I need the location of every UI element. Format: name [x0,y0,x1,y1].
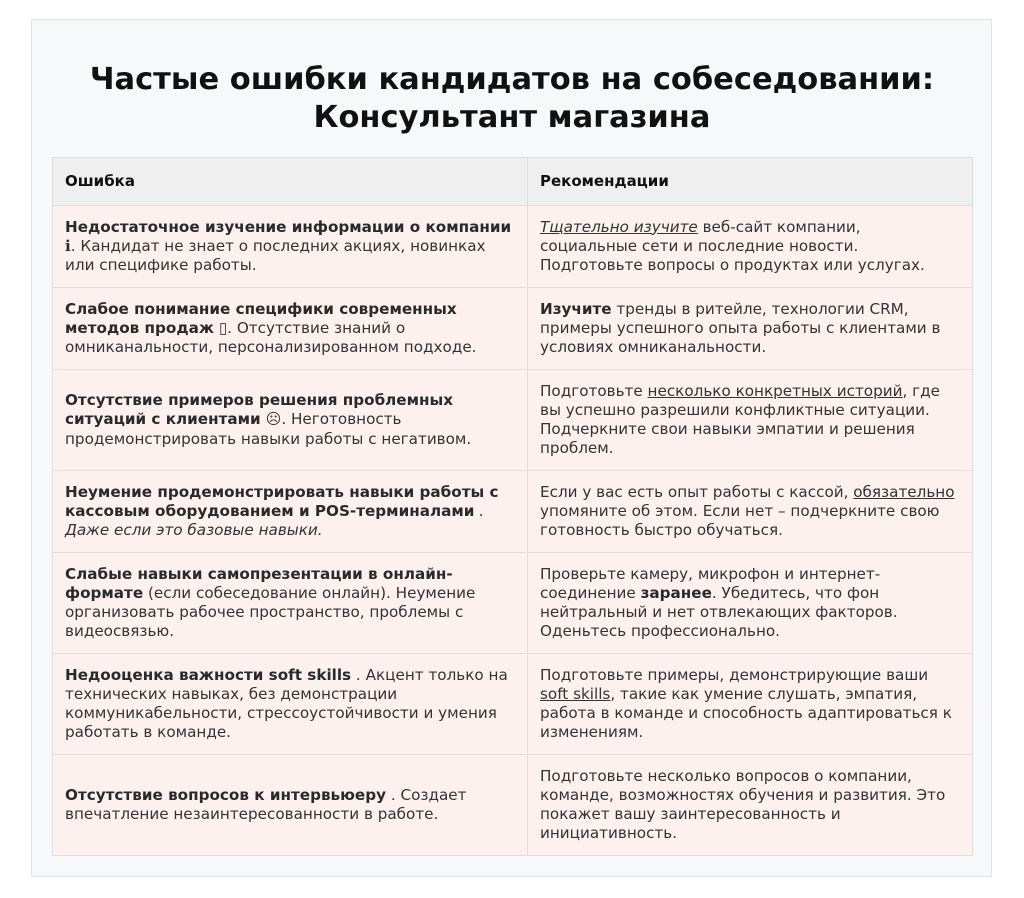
page-title-line-1: Частые ошибки кандидатов на собеседовании: [89,62,935,97]
mistake-cell [53,370,528,471]
recommendation-cell [528,471,973,553]
table-header-row [53,158,973,206]
recommendation-prefix: Подготовьте примеры, демонстрирующие ваши [540,665,929,684]
recommendation-text: , где вы успешно разрешили конфликтные ситуации. Подчеркните свои навыки эмпатии и решения проблем. [540,381,940,458]
recommendation-cell [528,288,973,370]
recommendation-text: веб-сайт компании, социальные сети и последние новости. Подготовьте вопросы о продуктах или услугах. [540,217,925,275]
mistake-description: . Кандидат не знает о последних акциях, новинках или специфике работы. [65,236,486,275]
recommendation-emphasis: заранее [640,583,712,602]
mistake-cell [53,288,528,370]
missing-glyph-icon: ▯ [218,318,228,337]
mistake-description: (если собеседование онлайн). Неумение организовать рабочее пространство, проблемы с видеосвязью. [65,583,476,641]
recommendation-prefix: Проверьте камеру, микрофон и интернет-соединение [540,564,881,602]
table-row [53,471,973,553]
mistake-cell [53,471,528,553]
table-row [53,206,973,288]
recommendation-emphasis: Изучите [540,299,612,318]
page-title-line-2: Консультант магазина [313,100,711,135]
mistake-description: . Отсутствие знаний о омниканальности, персонализированном подходе. [65,318,477,357]
header-mistake: Ошибка [53,158,528,206]
mistake-title: Отсутствие вопросов к интервьюеру [65,785,386,804]
mistake-cell [53,654,528,755]
mistake-description: . Создает впечатление незаинтересованности в работе. [65,785,467,823]
recommendation-underlined: несколько конкретных историй [647,381,903,400]
recommendation-text: тренды в ритейле, технологии CRM, примеры успешного опыта работы с клиентами в условиях омниканальности. [540,299,941,357]
frown-icon: ☹ [265,410,282,429]
table-row [53,654,973,755]
mistake-title: Недооценка важности soft skills [65,665,352,684]
mistakes-table [52,157,973,856]
mistake-title: Неумение продемонстрировать навыки работы с кассовым оборудованием и POS-терминалами [65,482,499,520]
table-row [53,288,973,370]
mistake-description: . Акцент только на технических навыках, без демонстрации коммуникабельности, стрессоустойчивости и умения работать в команде. [65,665,508,742]
recommendation-cell [528,654,973,755]
page-title [0,61,1024,137]
mistake-description: . Неготовность продемонстрировать навыки работы с негативом. [65,410,472,448]
mistake-title: Отсутствие примеров решения проблемных ситуаций с клиентами [65,391,454,429]
table-row [53,370,973,471]
table-row [53,755,973,856]
mistake-title: Слабые навыки самопрезентации в онлайн-формате [65,564,453,602]
recommendation-cell [528,206,973,288]
recommendation-cell [528,755,973,856]
recommendation-prefix: Если у вас есть опыт работы с кассой, [540,482,854,501]
recommendation-cell [528,553,973,654]
recommendation-text: , такие как умение слушать, эмпатия, работа в команде и способность адаптироваться к изменениям. [540,684,952,742]
recommendation-emphasis: Тщательно изучите [540,217,698,236]
header-recommendations: Рекомендации [528,158,973,206]
mistake-cell [53,553,528,654]
recommendation-cell [528,370,973,471]
recommendation-text: упомяните об этом. Если нет – подчеркните свою готовность быстро обучаться. [540,501,940,540]
recommendation-text: . Убедитесь, что фон нейтральный и нет отвлекающих факторов. Оденьтесь профессионально. [540,583,898,641]
recommendation-underlined: обязательно [853,482,955,501]
recommendation-prefix: Подготовьте [540,381,648,400]
mistake-cell [53,755,528,856]
info-icon: ℹ [65,236,71,255]
recommendation-underlined: soft skills [540,684,611,703]
mistake-cell [53,206,528,288]
mistake-description: . Даже если это базовые навыки. [65,501,485,540]
mistake-title: Недостаточное изучение информации о компании [65,217,512,236]
recommendation-text: Подготовьте несколько вопросов о компании, команде, возможностях обучения и развития. Это покажет вашу заинтересованность и инициативность. [540,766,946,843]
table-row [53,553,973,654]
mistake-title: Слабое понимание специфики современных методов продаж [65,299,457,337]
